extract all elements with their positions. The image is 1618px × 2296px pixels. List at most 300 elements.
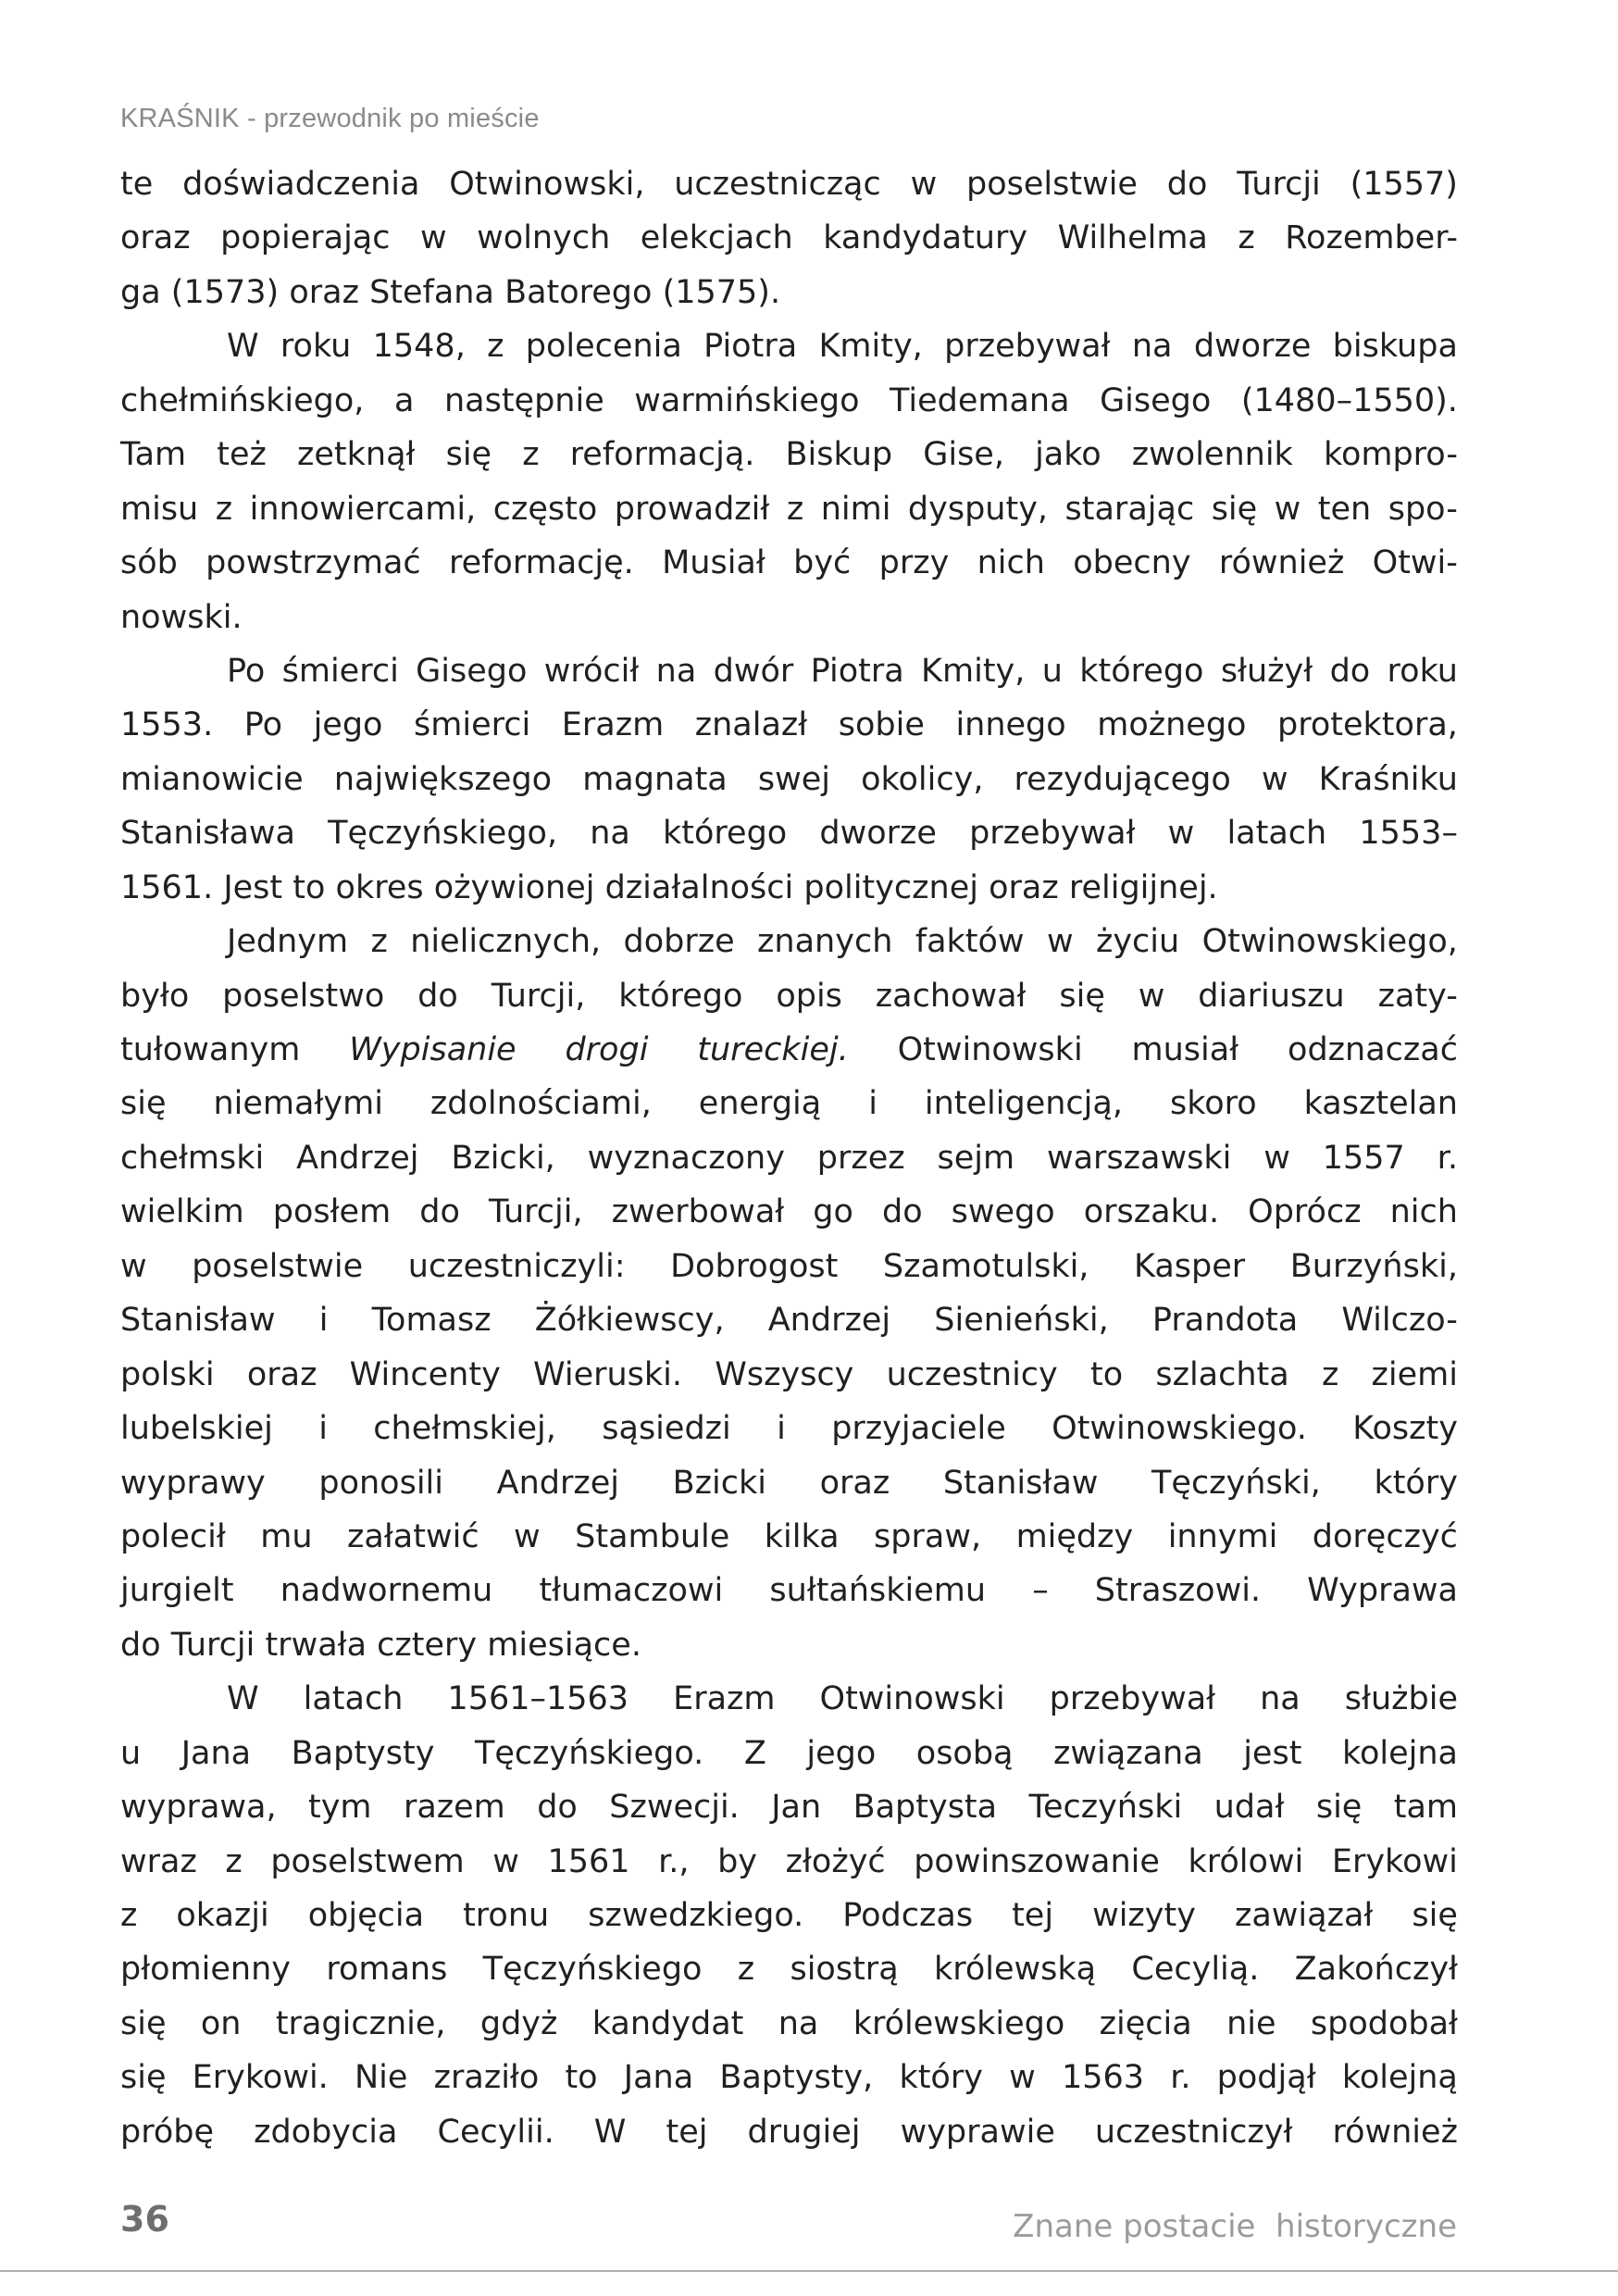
word: tym xyxy=(308,1789,372,1827)
word: Turcji, xyxy=(491,977,586,1015)
word: kolejną xyxy=(1341,2059,1458,2097)
word: Otwinowski xyxy=(819,1680,1005,1718)
word: Turcji xyxy=(170,1626,266,1664)
word: Turcji, xyxy=(488,1193,583,1231)
word: Dobrogost xyxy=(670,1247,839,1285)
word: Tęczyńskiego, xyxy=(328,815,558,853)
word: przebywał xyxy=(969,815,1136,853)
word: tam xyxy=(1393,1789,1458,1827)
word: Otwinowskiego. xyxy=(1052,1410,1307,1448)
word: do xyxy=(417,977,458,1015)
word: zwolennik xyxy=(1131,436,1293,474)
word: też xyxy=(217,436,267,474)
word: w xyxy=(1261,760,1288,798)
word: Z xyxy=(743,1734,766,1772)
word: rezydującego xyxy=(1014,760,1231,798)
word: Jednym xyxy=(227,923,349,961)
text-line xyxy=(120,1023,1458,1077)
word: Biskup xyxy=(785,436,893,474)
word: Andrzej xyxy=(296,1139,419,1177)
word: Koszty xyxy=(1352,1410,1458,1448)
word: z xyxy=(487,328,504,366)
word: doręczyć xyxy=(1312,1517,1458,1555)
word: Jana xyxy=(180,1734,252,1772)
word: z xyxy=(120,1897,138,1934)
text-line xyxy=(120,1402,1458,1455)
word: Turcji xyxy=(1237,166,1321,203)
word: ziemi xyxy=(1371,1355,1458,1393)
word: Musiał xyxy=(662,544,765,582)
word: w xyxy=(514,1517,541,1555)
word: w xyxy=(1263,1139,1290,1177)
word: Erykowi. xyxy=(192,2059,329,2097)
word: Erykowi xyxy=(1331,1842,1458,1880)
word: jego xyxy=(313,706,383,744)
word: musiał xyxy=(1131,1031,1239,1068)
word: okres xyxy=(335,868,434,906)
word: 1561. xyxy=(120,868,224,906)
text-line xyxy=(120,1618,1458,1672)
word: ga xyxy=(120,273,171,311)
word: starając xyxy=(1064,490,1195,528)
word: Erazm xyxy=(561,706,665,744)
word: odznaczać xyxy=(1288,1031,1458,1068)
word: innymi xyxy=(1167,1517,1278,1555)
word: mu xyxy=(260,1517,313,1555)
text-line xyxy=(120,1131,1458,1185)
word: powinszowanie xyxy=(914,1842,1160,1880)
word: znanych xyxy=(757,923,893,961)
page-number: 36 xyxy=(120,2199,169,2240)
word: Andrzej xyxy=(767,1302,891,1340)
word: podjął xyxy=(1216,2059,1316,2097)
word: się xyxy=(120,2004,167,2042)
word: Oprócz xyxy=(1248,1193,1362,1231)
running-header: KRAŚNIK - przewodnik po mieście xyxy=(120,104,540,133)
word: być xyxy=(793,544,852,582)
text-line xyxy=(120,969,1458,1023)
body-text xyxy=(120,157,1458,2159)
word: Wyprawa xyxy=(1307,1572,1458,1610)
word: (1557) xyxy=(1350,166,1458,203)
word: w xyxy=(120,1247,147,1285)
word: zachował xyxy=(875,977,1027,1015)
word: prowadził xyxy=(614,490,770,528)
word: Otwinowski, xyxy=(449,166,645,203)
word: wolnych xyxy=(477,219,611,257)
word: w xyxy=(1167,815,1195,853)
text-line xyxy=(120,806,1458,860)
word: do xyxy=(537,1789,578,1827)
word: z xyxy=(225,1842,243,1880)
word: sejm xyxy=(937,1139,1015,1177)
word: W xyxy=(593,2113,627,2151)
word: warszawski xyxy=(1046,1139,1232,1177)
word: również xyxy=(1218,544,1345,582)
word: Tam xyxy=(120,436,187,474)
word: służył xyxy=(1220,652,1313,690)
word: na xyxy=(1131,328,1173,366)
word: Tomasz xyxy=(371,1302,492,1340)
word: drugiej xyxy=(747,2113,861,2151)
word: Stefana xyxy=(369,273,505,311)
word: tragicznie, xyxy=(275,2004,446,2042)
word: spodobał xyxy=(1310,2004,1458,2042)
word: wraz xyxy=(120,1842,197,1880)
text-line xyxy=(120,2105,1458,2159)
word: płomienny xyxy=(120,1951,292,1989)
text-line xyxy=(120,1456,1458,1510)
word: oraz xyxy=(246,1355,317,1393)
word: powstrzymać xyxy=(205,544,421,582)
bottom-rule xyxy=(0,2270,1618,2272)
word: politycznej xyxy=(803,868,989,906)
word: chełmskiej, xyxy=(373,1410,556,1448)
word: możnego xyxy=(1097,706,1247,744)
word: Tęczyńskiego xyxy=(482,1951,703,1989)
word: reformację. xyxy=(448,544,634,582)
word: oraz xyxy=(989,868,1069,906)
word: osobą xyxy=(915,1734,1014,1772)
word: załatwić xyxy=(347,1517,479,1555)
word: sobie xyxy=(838,706,925,744)
word: uczestnicy xyxy=(886,1355,1058,1393)
word: polski xyxy=(120,1355,215,1393)
word: w xyxy=(420,219,447,257)
word: służbie xyxy=(1344,1680,1458,1718)
word: cztery xyxy=(377,1626,488,1664)
word: się xyxy=(1059,977,1105,1015)
word: romans xyxy=(326,1951,448,1989)
word: Bzicki xyxy=(672,1464,766,1502)
word: – xyxy=(1032,1572,1049,1610)
text-line xyxy=(120,1510,1458,1564)
word: dobrze xyxy=(623,923,735,961)
word: królewską xyxy=(933,1951,1097,1989)
word: 1561 xyxy=(547,1842,630,1880)
text-line xyxy=(120,1564,1458,1617)
word: przez xyxy=(816,1139,905,1177)
text-line xyxy=(120,157,1458,211)
word: się xyxy=(1211,490,1258,528)
word: niemałymi xyxy=(213,1085,383,1123)
text-line xyxy=(120,698,1458,752)
word: Prandota xyxy=(1151,1302,1299,1340)
word: kilka xyxy=(764,1517,840,1555)
word: on xyxy=(200,2004,242,2042)
word: 1561–1563 xyxy=(447,1680,629,1718)
word: diariuszu xyxy=(1198,977,1345,1015)
word: kompro- xyxy=(1323,436,1458,474)
word: kandydat xyxy=(591,2004,744,2042)
word: złożyć xyxy=(785,1842,886,1880)
word: Burzyński, xyxy=(1289,1247,1458,1285)
word: Stanisława xyxy=(120,815,295,853)
word: Kmity, xyxy=(921,652,1026,690)
word: w xyxy=(1046,923,1074,961)
word: do xyxy=(120,1626,171,1664)
text-line xyxy=(120,1997,1458,2051)
word: (1480–1550). xyxy=(1240,381,1458,419)
word: Wypisanie xyxy=(349,1031,517,1068)
word: szlachta xyxy=(1155,1355,1289,1393)
word: reformacją. xyxy=(569,436,755,474)
word: do xyxy=(1166,166,1208,203)
word: (1575). xyxy=(662,273,781,311)
word: faktów xyxy=(915,923,1025,961)
word: Jana xyxy=(623,2059,694,2097)
word: Batorego xyxy=(504,273,663,311)
word: Wszyscy xyxy=(715,1355,854,1393)
word: w xyxy=(910,166,938,203)
text-line xyxy=(120,536,1458,590)
word: tułowanym xyxy=(120,1031,301,1068)
word: chełmski xyxy=(120,1139,265,1177)
word: się xyxy=(120,2059,167,2097)
word: uczestniczyli: xyxy=(407,1247,626,1285)
word: poselstwem xyxy=(270,1842,465,1880)
word: innowiercami, xyxy=(249,490,477,528)
word: szwedzkiego. xyxy=(588,1897,804,1934)
word: Kmity, xyxy=(818,328,923,366)
word: lubelskiej xyxy=(120,1410,273,1448)
word: obecny xyxy=(1073,544,1191,582)
word: którego xyxy=(663,815,788,853)
word: roku xyxy=(280,328,352,366)
text-line xyxy=(120,644,1458,698)
word: Kraśniku xyxy=(1318,760,1458,798)
word: roku xyxy=(1387,652,1458,690)
word: Po xyxy=(243,706,283,744)
word: Baptysty, xyxy=(719,2059,874,2097)
word: zwerbował xyxy=(611,1193,785,1231)
word: Gisego xyxy=(1100,381,1212,419)
word: Teczyński xyxy=(1028,1789,1183,1827)
text-line xyxy=(120,915,1458,968)
text-line xyxy=(120,1727,1458,1780)
word: swej xyxy=(757,760,830,798)
word: Baptysty xyxy=(291,1734,435,1772)
word: tej xyxy=(1012,1897,1054,1934)
word: próbę xyxy=(120,2113,215,2151)
word: udał xyxy=(1214,1789,1285,1827)
word: przebywał xyxy=(1049,1680,1216,1718)
word: religijnej. xyxy=(1068,868,1218,906)
word: wrócił xyxy=(543,652,640,690)
word: Stanisław xyxy=(120,1302,276,1340)
word: zdobycia xyxy=(254,2113,398,2151)
text-line xyxy=(120,753,1458,806)
text-line xyxy=(120,1889,1458,1942)
word: się xyxy=(1315,1789,1363,1827)
word: Wilczo- xyxy=(1341,1302,1458,1340)
text-line xyxy=(120,1835,1458,1889)
word: Sienieński, xyxy=(934,1302,1109,1340)
word: zdolnościami, xyxy=(429,1085,652,1123)
word: sób xyxy=(120,544,178,582)
word: Otwi- xyxy=(1372,544,1458,582)
text-line xyxy=(120,482,1458,536)
word: Piotra xyxy=(703,328,798,366)
word: działalności xyxy=(604,868,804,906)
word: Tiedemana xyxy=(890,381,1070,419)
word: Straszowi. xyxy=(1094,1572,1262,1610)
word: Jan xyxy=(771,1789,822,1827)
word: w xyxy=(492,1842,519,1880)
word: wizyty xyxy=(1092,1897,1196,1934)
word: również xyxy=(1332,2113,1458,2151)
word: u xyxy=(120,1734,142,1772)
word: największego xyxy=(333,760,553,798)
word: było xyxy=(120,977,190,1015)
word: przy xyxy=(878,544,950,582)
word: posłem xyxy=(272,1193,392,1231)
word: poselstwo xyxy=(222,977,385,1015)
word: Cecylii. xyxy=(437,2113,554,2151)
word: który xyxy=(1374,1464,1458,1502)
word: poselstwie xyxy=(192,1247,364,1285)
word: z xyxy=(370,923,388,961)
word: by xyxy=(717,1842,758,1880)
word: dworze xyxy=(1193,328,1312,366)
word: warmińskiego xyxy=(634,381,860,419)
word: z xyxy=(522,436,540,474)
word: Wieruski. xyxy=(533,1355,683,1393)
word: 1548, xyxy=(372,328,466,366)
word: z xyxy=(1321,1355,1339,1393)
word: Kasper xyxy=(1134,1247,1246,1285)
word: okolicy, xyxy=(861,760,984,798)
word: którego xyxy=(618,977,743,1015)
word: orszaku. xyxy=(1083,1193,1220,1231)
word: i xyxy=(777,1410,786,1448)
word: jest xyxy=(1243,1734,1302,1772)
word: opis xyxy=(776,977,842,1015)
text-line xyxy=(120,2051,1458,2104)
word: Bzicki, xyxy=(451,1139,555,1177)
word: którego xyxy=(1079,652,1204,690)
word: wielkim xyxy=(120,1193,244,1231)
word: królowi xyxy=(1188,1842,1304,1880)
word: związana xyxy=(1053,1734,1203,1772)
text-line xyxy=(120,591,1458,644)
text-line xyxy=(120,1348,1458,1402)
word: W xyxy=(227,328,259,366)
word: objęcia xyxy=(307,1897,425,1934)
word: tej xyxy=(666,2113,708,2151)
word: r., xyxy=(658,1842,690,1880)
word: to xyxy=(292,868,336,906)
word: nich xyxy=(1389,1193,1458,1231)
word: z xyxy=(737,1951,755,1989)
word: Otwinowski xyxy=(897,1031,1083,1068)
text-line xyxy=(120,428,1458,481)
word: swego xyxy=(951,1193,1055,1231)
word: Piotra xyxy=(810,652,904,690)
word: tureckiej. xyxy=(697,1031,849,1068)
word: skoro xyxy=(1169,1085,1257,1123)
word: się xyxy=(445,436,492,474)
word: to xyxy=(1089,1355,1124,1393)
text-line xyxy=(120,1672,1458,1726)
word: polecenia xyxy=(525,328,682,366)
word: wyprawa, xyxy=(120,1789,277,1827)
word: W xyxy=(227,1680,259,1718)
word: mianowicie xyxy=(120,760,304,798)
word: gdyż xyxy=(479,2004,558,2042)
word: 1553– xyxy=(1359,815,1458,853)
word: Podczas xyxy=(842,1897,974,1934)
word: elekcjach xyxy=(640,219,793,257)
word: a xyxy=(393,381,415,419)
word: spo- xyxy=(1388,490,1458,528)
word: ten xyxy=(1317,490,1372,528)
text-line xyxy=(120,319,1458,373)
word: jego xyxy=(806,1734,877,1772)
word: kasztelan xyxy=(1303,1085,1458,1123)
word: wyznaczony xyxy=(587,1139,785,1177)
word: innego xyxy=(955,706,1066,744)
word: tronu xyxy=(463,1897,550,1934)
word: Po xyxy=(227,652,266,690)
word: zaty- xyxy=(1377,977,1458,1015)
word: często xyxy=(492,490,598,528)
word: na xyxy=(590,815,630,853)
word: latach xyxy=(1226,815,1327,853)
word: się xyxy=(120,1085,167,1123)
word: nich xyxy=(977,544,1045,582)
word: w xyxy=(1009,2059,1036,2097)
word: Cecylią. xyxy=(1131,1951,1260,1989)
word: trwała xyxy=(265,1626,378,1664)
word: do xyxy=(419,1193,460,1231)
word: na xyxy=(655,652,697,690)
word: zięcia xyxy=(1099,2004,1192,2042)
word: uczestnicząc xyxy=(674,166,881,203)
word: kandydatury xyxy=(823,219,1028,257)
word: inteligencją, xyxy=(924,1085,1123,1123)
word: Wincenty xyxy=(349,1355,501,1393)
word: biskupa xyxy=(1332,328,1458,366)
word: Wilhelma xyxy=(1057,219,1208,257)
word: go xyxy=(813,1193,853,1231)
word: spraw, xyxy=(874,1517,982,1555)
word: (1573) xyxy=(170,273,290,311)
word: i xyxy=(868,1085,877,1123)
word: dwór xyxy=(713,652,794,690)
word: Gise, xyxy=(923,436,1004,474)
word: Stambule xyxy=(575,1517,730,1555)
word: drogi xyxy=(565,1031,649,1068)
word: nielicznych, xyxy=(410,923,602,961)
word: do xyxy=(881,1193,923,1231)
word: i xyxy=(318,1410,328,1448)
word: Szwecji. xyxy=(609,1789,740,1827)
word: śmierci xyxy=(281,652,399,690)
word: z xyxy=(215,490,233,528)
word: dysputy, xyxy=(907,490,1049,528)
word: latach xyxy=(303,1680,404,1718)
text-line xyxy=(120,1240,1458,1293)
word: doświadczenia xyxy=(182,166,420,203)
word: chełmińskiego, xyxy=(120,381,365,419)
word: 1553. xyxy=(120,706,214,744)
word: nimi xyxy=(820,490,891,528)
word: Tęczyński, xyxy=(1151,1464,1321,1502)
word: się xyxy=(1412,1897,1458,1934)
word: okazji xyxy=(176,1897,269,1934)
word: oraz xyxy=(289,273,370,311)
